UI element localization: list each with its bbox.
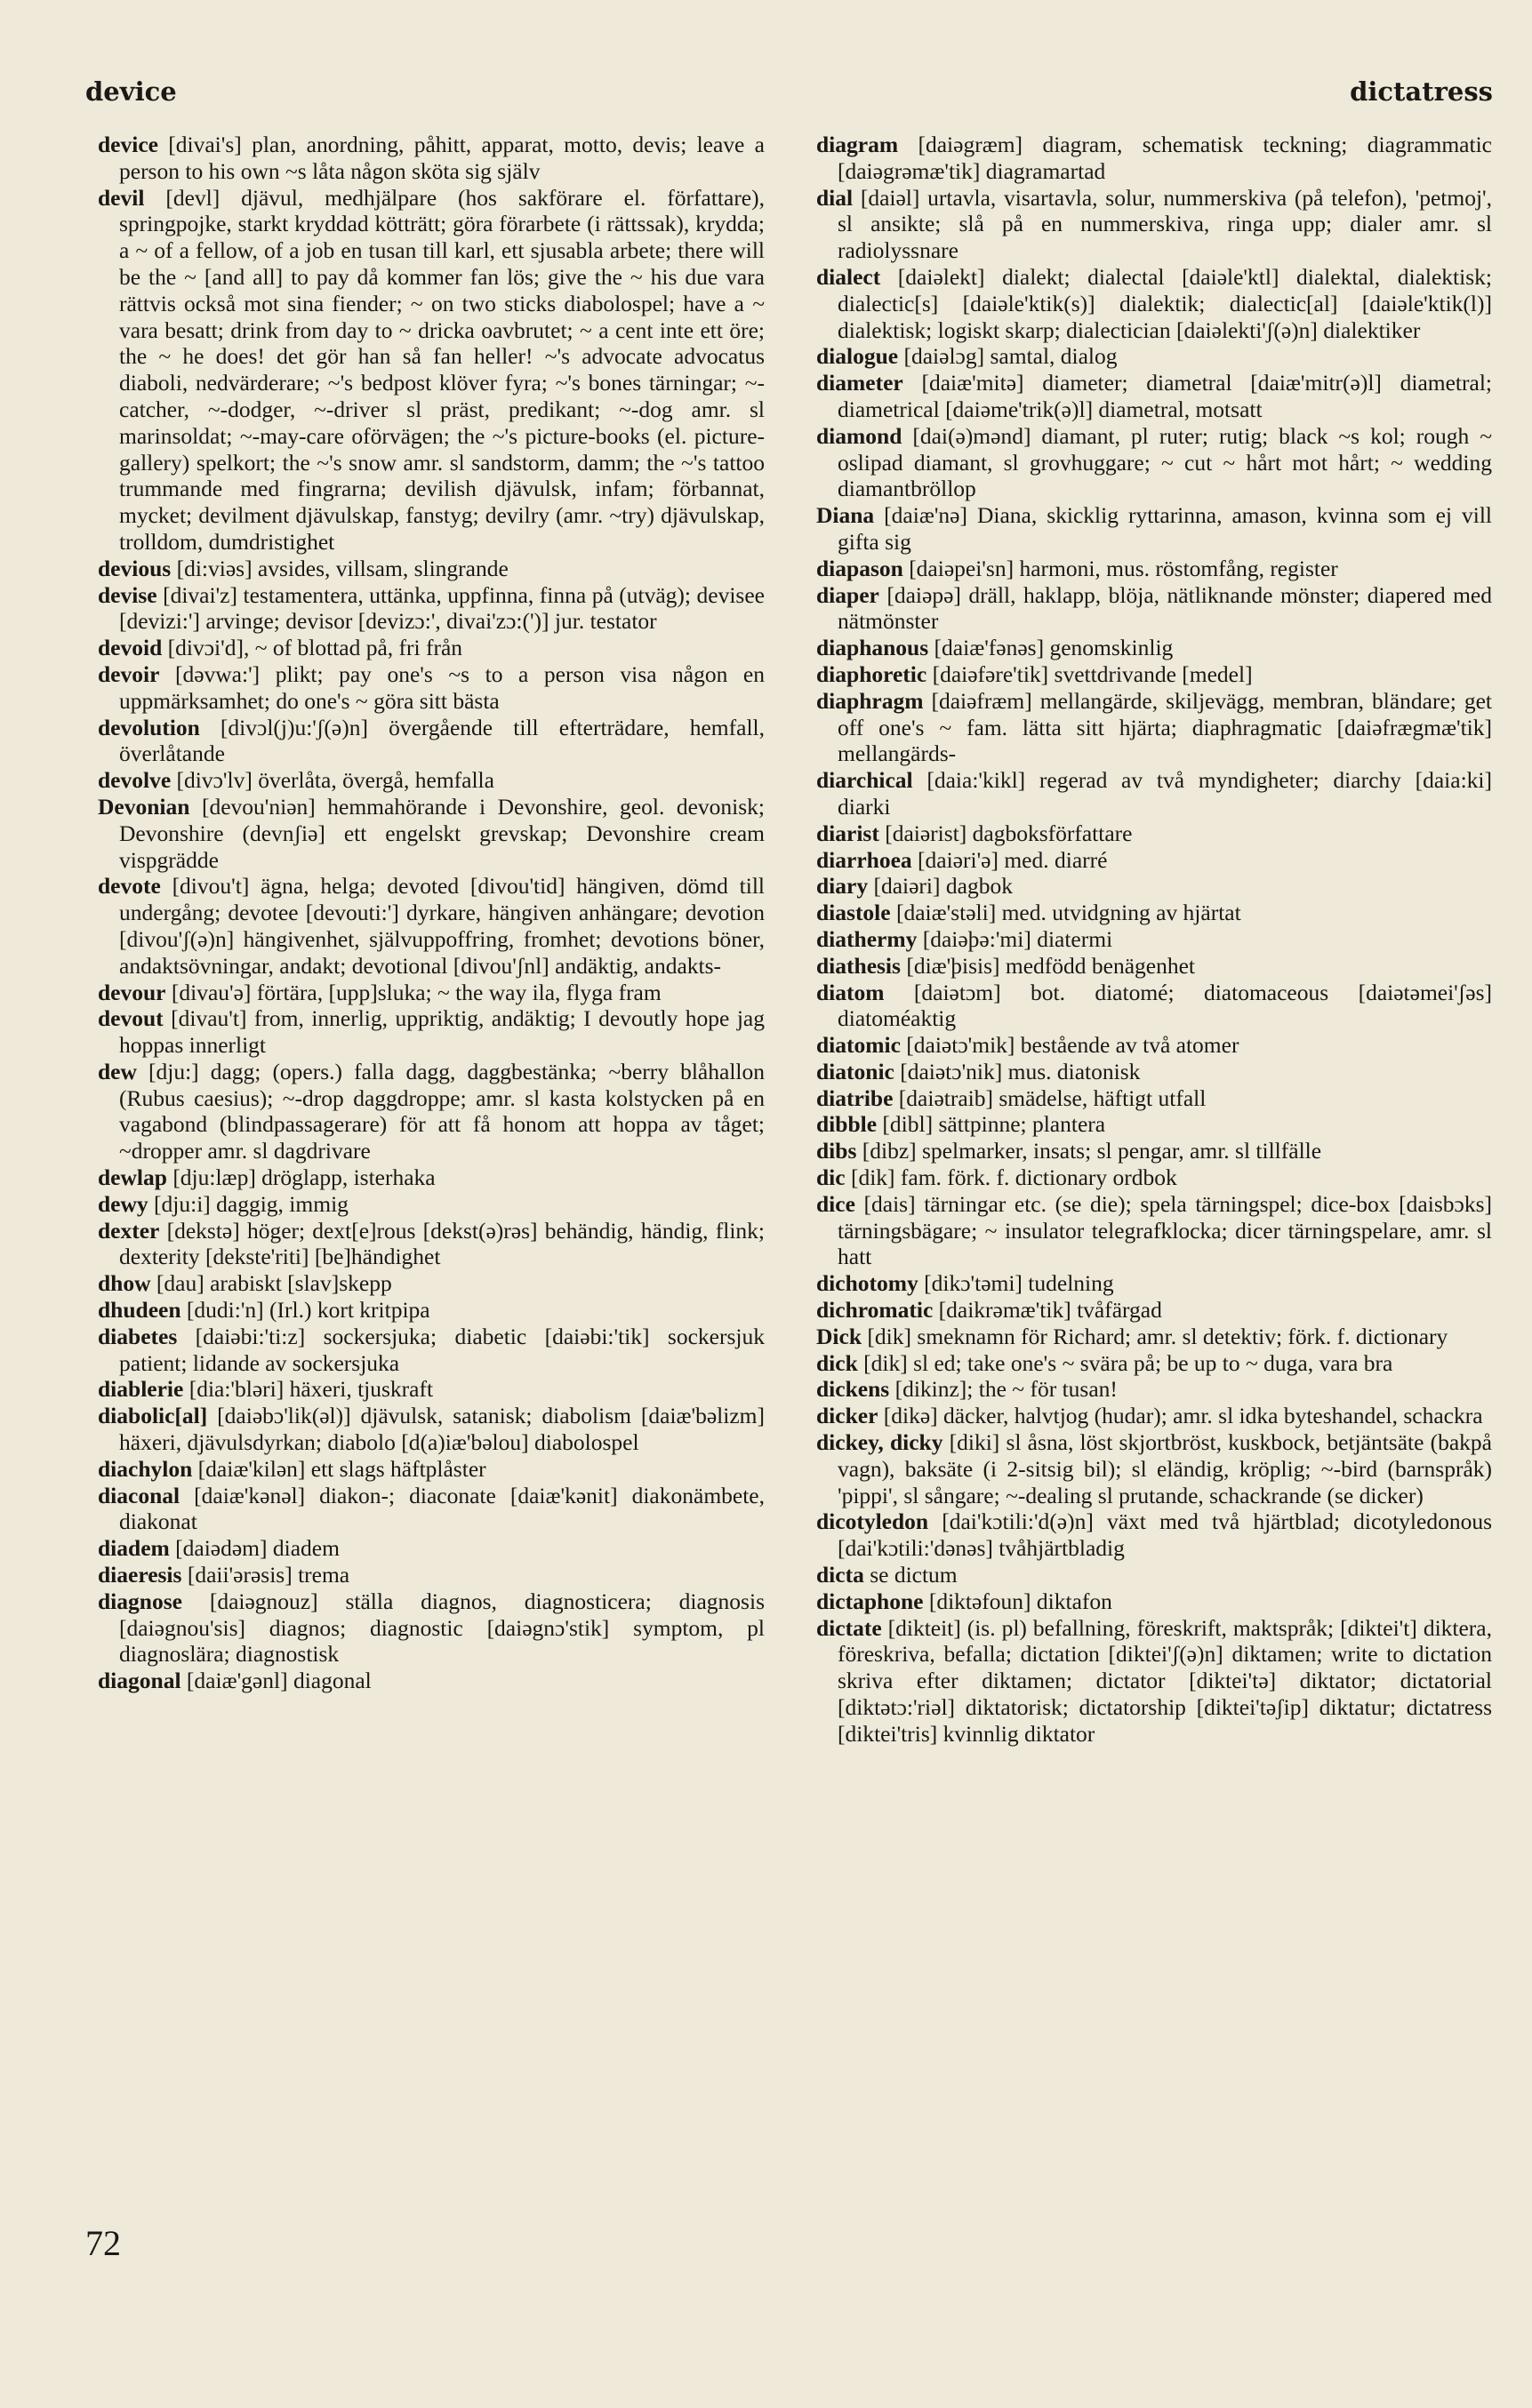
dictionary-entry bbox=[816, 661, 1492, 688]
entry-headword: dewy bbox=[98, 1190, 148, 1217]
entry-headword: devolve bbox=[98, 767, 172, 794]
entry-definition: [diktəfoun] diktafon bbox=[923, 1588, 1112, 1614]
dictionary-entry bbox=[98, 1535, 765, 1562]
entry-definition: [daiətraib] smädelse, häftigt utfall bbox=[893, 1084, 1207, 1111]
entry-definition: [dikɔ'təmi] tudelning bbox=[918, 1270, 1114, 1297]
entry-headword: dew bbox=[98, 1058, 137, 1084]
entry-definition: [devl] djävul, medhjälpare (hos sakförare el. författare), springpojke, starkt kryddad kötträtt; göra förarbete (i rättssak), krydda; a ~ of a fellow, of a job en tusan till karl, ett sjusabla arbete; there will be the ~ [and all] to pay då kommer fan lös; give the ~ his due vara rättvis också mot sina fiender; ~ on two sticks diabolospel; have a ~ vara besatt; drink from day to ~ dricka oavbrutet; ~ a cent inte ett öre; the ~ he does! det gör han så fan heller! ~'s advocate advocatus diaboli, nedvärderare; ~'s bedpost klöver fyra; ~'s bones tärningar; ~-catcher, ~-dodger, ~-driver sl präst, predikant; ~-dog amr. sl marinsoldat; ~-may-care oförvägen; the ~'s picture-books (el. picture-gallery) spelkort; the ~'s snow amr. sl sandstorm, damm; the ~'s tattoo trummande med fingrarna; devilish djävulsk, infam; förbannat, mycket; devilment djävulskap, fanstyg; devilry (amr. ~try) djävulskap, trolldom, dumdristighet bbox=[119, 184, 765, 555]
entry-headword: dictate bbox=[816, 1614, 882, 1641]
right-column bbox=[816, 132, 1492, 1748]
entry-definition: [daiæ'stəli] med. utvidgning av hjärtat bbox=[890, 900, 1241, 926]
dictionary-entry bbox=[816, 926, 1492, 953]
entry-definition: [daiəpə] dräll, haklapp, blöja, nätliknande mönster; diapered med nätmönster bbox=[838, 581, 1492, 635]
dictionary-entry bbox=[98, 1005, 765, 1059]
entry-definition: [dju:i] daggig, immig bbox=[148, 1190, 349, 1217]
dictionary-entry bbox=[816, 873, 1492, 900]
dictionary-entry bbox=[816, 900, 1492, 926]
entry-headword: diatribe bbox=[816, 1084, 894, 1111]
entry-headword: dialect bbox=[816, 263, 881, 290]
entry-headword: devise bbox=[98, 581, 157, 608]
entry-headword: dexter bbox=[98, 1217, 160, 1244]
entry-definition: [daiədəm] diadem bbox=[169, 1535, 340, 1562]
entry-definition: [daiəlɔg] samtal, dialog bbox=[898, 343, 1118, 370]
dictionary-entry bbox=[816, 1588, 1492, 1615]
dictionary-entry bbox=[816, 1429, 1492, 1508]
entry-headword: dial bbox=[816, 184, 854, 211]
dictionary-entry bbox=[816, 264, 1492, 343]
entry-definition: [diæ'þisis] medfödd benägenhet bbox=[900, 952, 1196, 979]
entry-headword: diameter bbox=[816, 370, 903, 396]
dictionary-entry bbox=[816, 688, 1492, 767]
entry-headword: dice bbox=[816, 1190, 855, 1217]
entry-headword: dicta bbox=[816, 1562, 864, 1588]
entry-headword: dic bbox=[816, 1164, 846, 1191]
entry-definition: [dikə] däcker, halvtjog (hudar); amr. sl idka byteshandel, schackra bbox=[878, 1403, 1483, 1429]
dictionary-entry bbox=[98, 1270, 765, 1297]
entry-definition: [dəvwa:'] plikt; pay one's ~s to a person visa någon en uppmärksamhet; do one's ~ göra sitt bästa bbox=[119, 660, 765, 714]
entry-definition: [daiəbɔ'lik(əl)] djävulsk, satanisk; diabolism [daiæ'bəlizm] häxeri, djävulsdyrkan; diabolo [d(a)iæ'bəlou] diabolospel bbox=[119, 1403, 765, 1456]
dictionary-entry bbox=[816, 980, 1492, 1033]
entry-headword: dibs bbox=[816, 1138, 857, 1164]
entry-definition: [daiəþə:'mi] diatermi bbox=[917, 925, 1113, 952]
entry-headword: dictaphone bbox=[816, 1588, 924, 1614]
dictionary-entry bbox=[816, 132, 1492, 185]
entry-definition: [daiəri] dagbok bbox=[868, 873, 1013, 900]
entry-headword: diarchical bbox=[816, 767, 913, 794]
dictionary-entry bbox=[98, 1376, 765, 1403]
entry-headword: diarist bbox=[816, 820, 879, 846]
entry-headword: dichotomy bbox=[816, 1270, 918, 1297]
entry-headword: dicker bbox=[816, 1403, 878, 1429]
entry-definition: [daiəri'ə] med. diarré bbox=[911, 846, 1108, 873]
entry-headword: dichromatic bbox=[816, 1297, 934, 1324]
dictionary-entry bbox=[98, 661, 765, 715]
entry-definition: [diki] sl åsna, löst skjortbröst, kuskbock, betjäntsäte (bakpå vagn), baksäte (i 2-sitsig bil); sl eländig, kröplig; ~-bird (barnspråk) 'pippi', sl sångare; ~-dealing sl prutande, schackrande (se dicker) bbox=[838, 1429, 1492, 1508]
entry-definition: [divou't] ägna, helga; devoted [divou'tid] hängiven, dömd till undergång; devotee [devouti:'] dyrkare, hängiven anhängare; devotion [divou'ʃ(ə)n] hängivenhet, självuppoffring, fromhet; devotions böner, andaktsövningar, andakt; devotional [divou'ʃnl] andäktig, andakts- bbox=[119, 873, 765, 979]
entry-definition: [daia:'kikl] regerad av två myndigheter; diarchy [daia:ki] diarki bbox=[838, 767, 1492, 820]
dictionary-entry bbox=[98, 1164, 765, 1191]
entry-headword: diabetes bbox=[98, 1323, 178, 1349]
entry-definition: [dekstə] höger; dext[e]rous [dekst(ə)rəs] behändig, händig, flink; dexterity [dekste'riti] [be]händighet bbox=[119, 1217, 765, 1270]
entry-definition: [dik] sl ed; take one's ~ svära på; be up to ~ duga, vara bra bbox=[857, 1349, 1393, 1376]
entry-headword: diathermy bbox=[816, 925, 918, 952]
dictionary-entry bbox=[98, 1324, 765, 1377]
entry-headword: diaconal bbox=[98, 1482, 180, 1508]
dictionary-entry bbox=[816, 423, 1492, 502]
entry-definition: [divai's] plan, anordning, påhitt, apparat, motto, devis; leave a person to his own ~s låta någon sköta sig själv bbox=[119, 132, 765, 184]
entry-headword: diagnose bbox=[98, 1588, 182, 1614]
entry-headword: diadem bbox=[98, 1535, 170, 1562]
entry-definition: [divau'ə] förtära, [upp]sluka; ~ the way ila, flyga fram bbox=[165, 979, 662, 1005]
entry-definition: [daiəlekt] dialekt; dialectal [daiəle'ktl] dialektal, dialektisk; dialectic[s] [daiəle'ktik(s)] dialektik; dialectic[al] [daiəle'ktik(l)] dialektisk; logiskt skarp; dialectician [daiəlekti'ʃ(ə)n] dialektiker bbox=[838, 263, 1492, 343]
running-head-right: dictatress bbox=[1350, 76, 1493, 107]
dictionary-entry bbox=[98, 635, 765, 661]
entry-headword: diatomic bbox=[816, 1032, 901, 1059]
dictionary-entry bbox=[98, 980, 765, 1006]
entry-definition: [daiətɔm] bot. diatomé; diatomaceous [daiətəmei'ʃəs] diatoméaktig bbox=[838, 979, 1492, 1032]
entry-headword: diagram bbox=[816, 132, 899, 157]
entry-definition: [daikrəmæ'tik] tvåfärgad bbox=[933, 1297, 1162, 1324]
entry-definition: [daiəpei'sn] harmoni, mus. röstomfång, register bbox=[902, 555, 1338, 581]
dictionary-entry bbox=[816, 1164, 1492, 1191]
entry-definition: [dikteit] (is. pl) befallning, föreskrift, maktspråk; [diktei't] diktera, föreskriva, befalla; dictation [diktei'ʃ(ə)n] diktamen; write to dictation skriva efter diktamen; dictator [diktei'tə] diktator; dictatorial [diktətɔ:'riəl] diktatorisk; dictatorship [diktei'təʃip] diktatur; dictatress [diktei'tris] kvinnlig diktator bbox=[838, 1614, 1492, 1747]
entry-headword: dhow bbox=[98, 1270, 151, 1297]
entry-headword: dickey, dicky bbox=[816, 1429, 943, 1456]
entry-definition: [dik] smeknamn för Richard; amr. sl detektiv; förk. f. dictionary bbox=[862, 1323, 1448, 1349]
entry-definition: [daiəfræm] mellangärde, skiljevägg, membran, bländare; get off one's ~ fam. lätta sitt hjärta; diaphragmatic [daiəfrægmæ'tik] mellangärds- bbox=[838, 687, 1492, 767]
dictionary-entry bbox=[98, 1562, 765, 1588]
dictionary-entry bbox=[816, 1032, 1492, 1059]
entry-definition: [daiəgnouz] ställa diagnos, diagnosticera; diagnosis [daiəgnou'sis] diagnos; diagnostic [daiəgnɔ'stik] symptom, pl diagnoslära; diagnostisk bbox=[119, 1588, 765, 1668]
dictionary-entry bbox=[816, 1508, 1492, 1562]
dictionary-entry bbox=[98, 1456, 765, 1483]
dictionary-entry bbox=[816, 1085, 1492, 1112]
dictionary-entry bbox=[98, 794, 765, 873]
entry-definition: [devou'niən] hemmahörande i Devonshire, geol. devonisk; Devonshire (devnʃiə] ett engelskt grevskap; Devonshire cream vispgrädde bbox=[119, 793, 765, 873]
dictionary-entry bbox=[98, 1218, 765, 1271]
entry-definition: [dju:læp] dröglapp, isterhaka bbox=[166, 1164, 436, 1191]
entry-headword: devil bbox=[98, 184, 145, 211]
entry-headword: diaeresis bbox=[98, 1562, 182, 1588]
entry-definition: [daiæ'kilən] ett slags häftplåster bbox=[192, 1455, 486, 1482]
dictionary-entry bbox=[816, 185, 1492, 264]
entry-definition: [daiæ'nə] Diana, skicklig ryttarinna, amason, kvinna som ej vill gifta sig bbox=[838, 502, 1492, 555]
dictionary-entry bbox=[816, 767, 1492, 820]
dictionary-entry bbox=[816, 1376, 1492, 1403]
entry-definition: [daiərist] dagboksförfattare bbox=[878, 820, 1133, 846]
dictionary-entry bbox=[816, 1615, 1492, 1748]
entry-definition: [daiəbi:'ti:z] sockersjuka; diabetic [daiəbi:'tik] sockersjuk patient; lidande av sockersjuka bbox=[119, 1323, 765, 1376]
entry-headword: dickens bbox=[816, 1376, 890, 1403]
entry-definition: [daiətɔ'nik] mus. diatonisk bbox=[894, 1058, 1141, 1084]
entry-headword: dick bbox=[816, 1349, 858, 1376]
entry-headword: diamond bbox=[816, 422, 902, 449]
dictionary-entry bbox=[816, 1191, 1492, 1270]
entry-definition: [divau't] from, innerlig, uppriktig, andäktig; I devoutly hope jag hoppas innerligt bbox=[119, 1005, 765, 1059]
dictionary-entry bbox=[98, 582, 765, 636]
entry-headword: diaphoretic bbox=[816, 660, 927, 687]
dictionary-entry bbox=[816, 635, 1492, 661]
entry-headword: devout bbox=[98, 1005, 164, 1032]
dictionary-entry bbox=[98, 1668, 765, 1694]
dictionary-entry bbox=[98, 556, 765, 582]
entry-definition: [dai'kɔtili:'d(ə)n] växt med två hjärtblad; dicotyledonous [dai'kɔtili:'dənəs] tvåhjärtbladig bbox=[838, 1508, 1492, 1562]
entry-headword: diagonal bbox=[98, 1668, 181, 1694]
entry-definition: [divɔl(j)u:'ʃ(ə)n] övergående till efterträdare, hemfall, överlåtande bbox=[119, 714, 765, 767]
dictionary-entry bbox=[816, 1297, 1492, 1324]
page-number: 72 bbox=[85, 2223, 121, 2263]
entry-headword: diachylon bbox=[98, 1455, 193, 1482]
entry-definition: [daiətɔ'mik] bestående av två atomer bbox=[900, 1032, 1239, 1059]
dictionary-entry bbox=[816, 953, 1492, 980]
entry-headword: diaphragm bbox=[816, 687, 924, 714]
entry-headword: diastole bbox=[816, 900, 891, 926]
entry-definition: [daiæ'gənl] diagonal bbox=[180, 1668, 372, 1694]
entry-definition: [daiæ'kənəl] diakon-; diaconate [daiæ'kənit] diakonämbete, diakonat bbox=[119, 1482, 765, 1535]
entry-definition: [dau] arabiskt [slav]skepp bbox=[150, 1270, 392, 1297]
entry-definition: [divɔ'lv] överlåta, övergå, hemfalla bbox=[171, 767, 494, 794]
dictionary-entry bbox=[98, 715, 765, 768]
entry-headword: Dick bbox=[816, 1323, 862, 1349]
dictionary-entry bbox=[816, 1324, 1492, 1350]
entry-headword: diapason bbox=[816, 555, 903, 581]
running-head bbox=[85, 76, 1493, 116]
entry-definition: [daiəl] urtavla, visartavla, solur, nummerskiva (på telefon), 'petmoj', sl ansikte; slå på en nummerskiva, ringa upp; dialer amr. sl radiolyssnare bbox=[838, 184, 1492, 264]
dictionary-entry bbox=[816, 1138, 1492, 1164]
entry-headword: devote bbox=[98, 873, 161, 900]
entry-definition: [divɔi'd], ~ of blottad på, fri från bbox=[162, 635, 463, 661]
dictionary-entry bbox=[98, 1403, 765, 1456]
entry-headword: diatonic bbox=[816, 1058, 894, 1084]
entry-definition: [daiəgræm] diagram, schematisk teckning; diagrammatic [daiəgrəmæ'tik] diagramartad bbox=[838, 132, 1492, 184]
left-column bbox=[98, 132, 765, 1694]
entry-headword: devoid bbox=[98, 635, 163, 661]
entry-headword: diaphanous bbox=[816, 635, 929, 661]
entry-definition: [dia:'bləri] häxeri, tjuskraft bbox=[183, 1376, 434, 1403]
dictionary-entry bbox=[816, 1059, 1492, 1085]
entry-definition: [di:viəs] avsides, villsam, slingrande bbox=[171, 555, 509, 581]
entry-definition: [daiəfəre'tik] svettdrivande [medel] bbox=[926, 660, 1253, 687]
dictionary-entry bbox=[98, 132, 765, 185]
dictionary-entry bbox=[816, 1562, 1492, 1588]
entry-definition: [dais] tärningar etc. (se die); spela tärningspel; dice-box [daisbɔks] tärningsbägare; ~ insulator telegrafklocka; dicer tärningspelare, amr. sl hatt bbox=[838, 1190, 1492, 1270]
dictionary-entry bbox=[816, 1403, 1492, 1429]
entry-definition: [dudi:'n] (Irl.) kort kritpipa bbox=[180, 1297, 430, 1324]
entry-definition: [dju:] dagg; (opers.) falla dagg, daggbestänka; ~berry blåhallon (Rubus caesius); ~-drop daggdroppe; amr. sl kasta kolstycken på en vagabond (blindpassagerare) för att få honom att hoppa av tåget; ~dropper amr. sl dagdrivare bbox=[119, 1058, 765, 1164]
dictionary-entry bbox=[98, 1191, 765, 1218]
entry-headword: devoir bbox=[98, 660, 160, 687]
entry-headword: diarrhoea bbox=[816, 846, 912, 873]
dictionary-entry bbox=[98, 185, 765, 556]
entry-headword: dhudeen bbox=[98, 1297, 181, 1324]
dictionary-entry bbox=[816, 502, 1492, 556]
dictionary-entry bbox=[98, 1483, 765, 1536]
dictionary-entry bbox=[98, 1297, 765, 1324]
dictionary-entry bbox=[816, 556, 1492, 582]
dictionary-entry bbox=[816, 343, 1492, 370]
entry-headword: Devonian bbox=[98, 793, 190, 820]
entry-headword: diary bbox=[816, 873, 869, 900]
entry-definition: se dictum bbox=[863, 1562, 958, 1588]
dictionary-entry bbox=[816, 370, 1492, 423]
dictionary-entry bbox=[816, 1350, 1492, 1377]
dictionary-entry bbox=[816, 1270, 1492, 1297]
dictionary-entry bbox=[816, 582, 1492, 636]
entry-headword: device bbox=[98, 132, 158, 157]
entry-definition: [dik] fam. förk. f. dictionary ordbok bbox=[845, 1164, 1177, 1191]
entry-definition: [dikinz]; the ~ för tusan! bbox=[889, 1376, 1118, 1403]
dictionary-entry bbox=[816, 1111, 1492, 1138]
entry-headword: dialogue bbox=[816, 343, 899, 370]
entry-definition: [daiæ'mitə] diameter; diametral [daiæ'mitr(ə)l] diametral; diametrical [daiəme'trik(ə)l] diametral, motsatt bbox=[838, 370, 1492, 422]
entry-headword: devious bbox=[98, 555, 172, 581]
entry-definition: [daiæ'fənəs] genomskinlig bbox=[928, 635, 1174, 661]
entry-definition: [daii'ərəsis] trema bbox=[181, 1562, 350, 1588]
entry-definition: [dibl] sättpinne; plantera bbox=[877, 1111, 1106, 1138]
dictionary-entry bbox=[98, 1588, 765, 1668]
entry-headword: dibble bbox=[816, 1111, 878, 1138]
running-head-left: device bbox=[85, 76, 177, 107]
entry-headword: dewlap bbox=[98, 1164, 167, 1191]
entry-definition: [divai'z] testamentera, uttänka, uppfinna, finna på (utväg); devisee [devizi:'] arvinge; devisor [devizɔ:', divai'zɔ:(')] jur. testator bbox=[119, 581, 765, 635]
entry-headword: devour bbox=[98, 979, 166, 1005]
dictionary-entry bbox=[816, 847, 1492, 874]
entry-definition: [dibz] spelmarker, insats; sl pengar, amr. sl tillfälle bbox=[856, 1138, 1322, 1164]
dictionary-entry bbox=[98, 873, 765, 979]
entry-headword: Diana bbox=[816, 502, 875, 529]
entry-headword: dicotyledon bbox=[816, 1508, 929, 1535]
entry-headword: diatom bbox=[816, 979, 885, 1005]
entry-headword: diaper bbox=[816, 581, 879, 608]
entry-headword: devolution bbox=[98, 714, 200, 740]
dictionary-entry bbox=[98, 767, 765, 794]
dictionary-entry bbox=[98, 1059, 765, 1164]
dictionary-entry bbox=[816, 820, 1492, 847]
entry-headword: diablerie bbox=[98, 1376, 184, 1403]
entry-headword: diathesis bbox=[816, 952, 901, 979]
entry-definition: [dai(ə)mənd] diamant, pl ruter; rutig; black ~s kol; rough ~ oslipad diamant, sl grovhuggare; ~ cut ~ hårt mot hårt; ~ wedding diamantbröllop bbox=[838, 422, 1492, 502]
entry-headword: diabolic[al] bbox=[98, 1403, 208, 1429]
